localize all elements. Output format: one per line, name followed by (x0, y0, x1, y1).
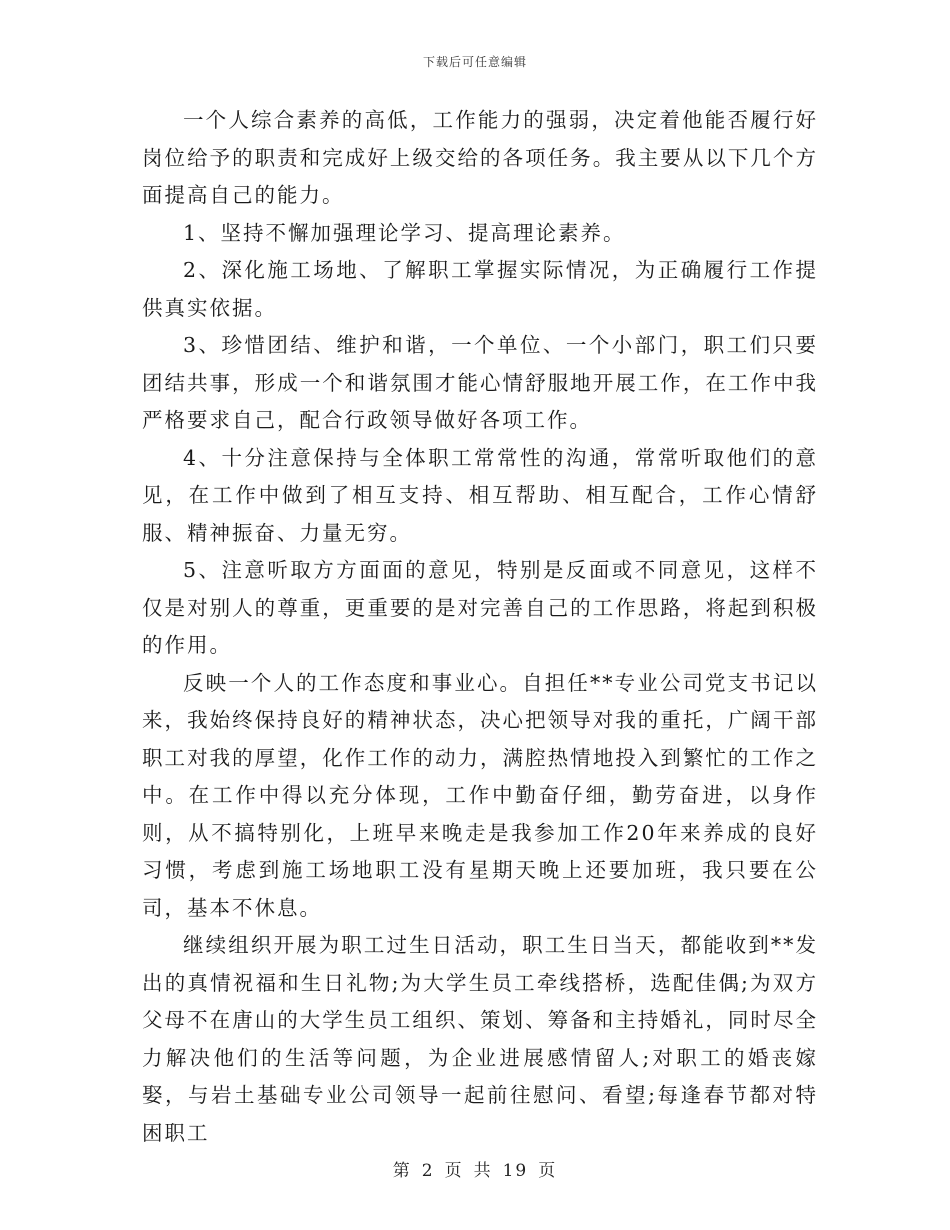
paragraph-item-5: 5、注意听取方方面面的意见，特别是反面或不同意见，这样不仅是对别人的尊重，更重要的是对完善自己的工作思路，将起到积极的作用。 (142, 558, 818, 657)
paragraph-item-2: 2、深化施工场地、了解职工掌握实际情况，为正确履行工作提供真实依据。 (142, 258, 818, 320)
paragraph-item-3: 3、珍惜团结、维护和谐，一个单位、一个小部门，职工们只要团结共事，形成一个和谐氛围才能心情舒服地开展工作，在工作中我严格要求自己，配合行政领导做好各项工作。 (142, 333, 818, 432)
paragraph-item-4: 4、十分注意保持与全体职工常常性的沟通，常常听取他们的意见，在工作中做到了相互支持、相互帮助、相互配合，工作心情舒服、精神振奋、力量无穷。 (142, 445, 818, 545)
paragraph-item-1: 1、坚持不懈加强理论学习、提高理论素养。 (183, 220, 626, 245)
page-footer (0, 1156, 950, 1181)
paragraph-attitude: 反映一个人的工作态度和事业心。自担任**专业公司党支书记以来，我始终保持良好的精神状态，决心把领导对我的重托，广阔干部职工对我的厚望，化作工作的动力，满腔热情地投入到繁忙的工作之中。在工作中得以充分体现，工作中勤奋仔细，勤劳奋进，以身作则，从不搞特别化，上班早来晚走是我参加工作20年来养成的良好习惯，考虑到施工场地职工没有星期天晚上还要加班，我只要在公司，基本不休息。 (142, 670, 818, 920)
footer-page-total: 19 (502, 1161, 529, 1181)
page-header: 下载后可任意编辑 (422, 55, 527, 69)
paragraph-activities: 继续组织开展为职工过生日活动，职工生日当天，都能收到**发出的真情祝福和生日礼物;为大学生员工牵线搭桥，选配佳偶;为双方父母不在唐山的大学生员工组织、策划、筹备和主持婚礼，同时尽全力解决他们的生活等问题，为企业进展感情留人;对职工的婚丧嫁娶，与岩土基础专业公司领导一起前往慰问、看望;每逢春节都对特困职工 (142, 933, 818, 1145)
footer-suffix: 页 (538, 1161, 558, 1181)
paragraph-intro: 一个人综合素养的高低，工作能力的强弱，决定着他能否履行好岗位给予的职责和完成好上级交给的各项任务。我主要从以下几个方面提高自己的能力。 (142, 108, 818, 207)
footer-prefix: 第 (392, 1161, 412, 1181)
footer-page-current: 2 (421, 1161, 435, 1181)
footer-total-label: 共 (473, 1161, 493, 1181)
document-body (142, 102, 818, 1152)
footer-page-label: 页 (444, 1161, 464, 1181)
